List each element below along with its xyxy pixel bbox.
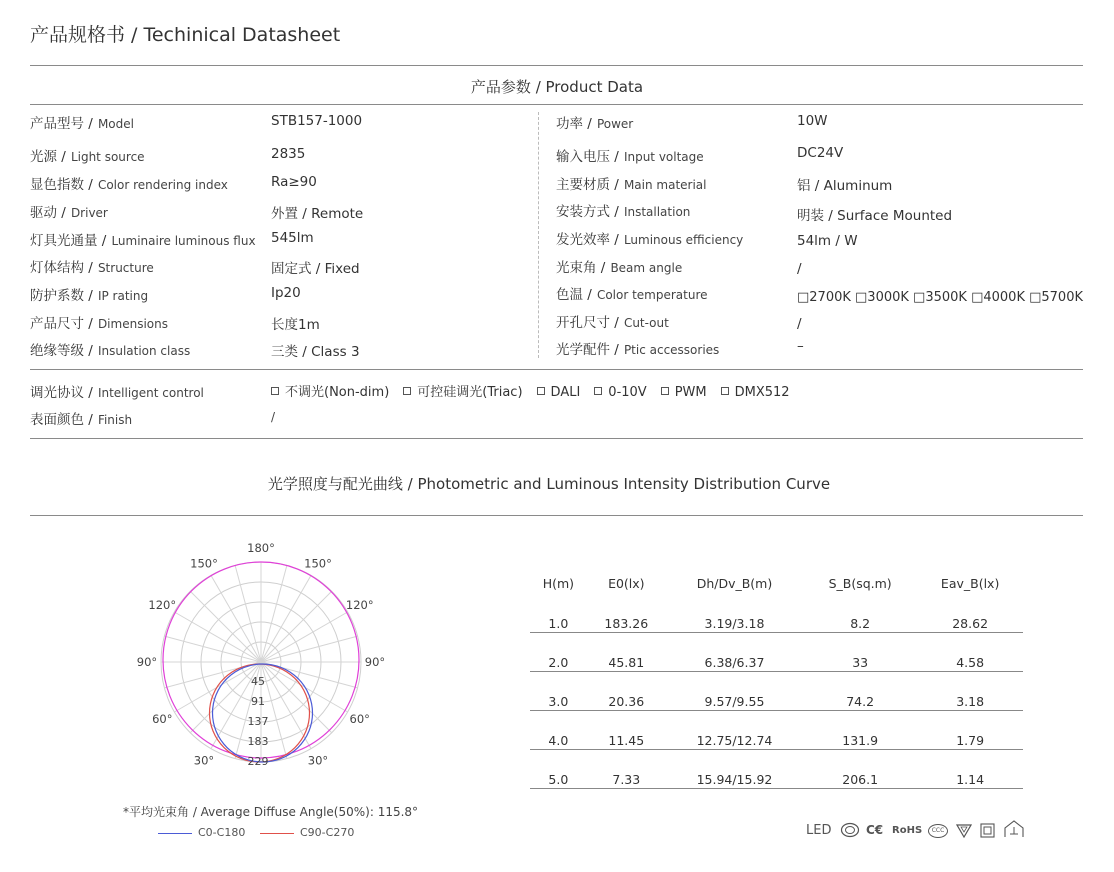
- spec-left-value: 2835: [271, 146, 306, 162]
- ce-mark: C€: [866, 823, 884, 837]
- radial-value-label: 183: [247, 735, 269, 748]
- table-cell: 3.19/3.18: [666, 594, 803, 633]
- grid-spoke: [261, 591, 332, 662]
- spec-right-value: –: [797, 338, 804, 354]
- class-double-square-icon: [980, 823, 995, 838]
- table-cell: 206.1: [803, 750, 917, 789]
- divider-finish: [30, 438, 1083, 439]
- angle-label: 90°: [136, 655, 158, 669]
- spec-left-value: 三类 / Class 3: [271, 344, 360, 360]
- grid-spoke: [261, 575, 311, 662]
- spec-left-value: 长度1m: [271, 317, 320, 333]
- spec-left-label: 灯具光通量 / Luminaire luminous flux: [30, 233, 256, 249]
- legend-c0-line: [158, 833, 192, 834]
- spec-left-label: 防护系数 / IP rating: [30, 288, 149, 304]
- table-header-cell: H(m): [542, 575, 575, 591]
- table-cell: 1.0: [530, 594, 587, 633]
- average-angle-caption: *平均光束角 / Average Diffuse Angle(50%): 115.8°: [123, 805, 419, 819]
- spec-right-label: 光学配件 / Ptic accessories: [556, 342, 720, 358]
- table-cell: 5.0: [530, 750, 587, 789]
- divider-product: [30, 104, 1083, 105]
- ccc-mark-icon: CCC: [928, 824, 948, 838]
- ceiling-mount-icon: [1004, 820, 1024, 838]
- table-cell: 4.0: [530, 711, 587, 750]
- photometric-heading: 光学照度与配光曲线 / Photometric and Luminous Intensity Distribution Curve: [267, 475, 831, 493]
- angle-label: 60°: [349, 712, 370, 726]
- radial-value-label: 45: [251, 675, 265, 688]
- spec-right-value: /: [797, 316, 802, 332]
- table-header-cell: S_B(sq.m): [828, 575, 892, 591]
- grid-spoke: [261, 662, 332, 733]
- spec-left-value: Ra≥90: [271, 174, 317, 190]
- radial-value-label: 229: [247, 755, 269, 768]
- spec-right-value: 54lm / W: [797, 233, 858, 249]
- grid-spoke: [261, 565, 287, 662]
- spec-left-label: 绝缘等级 / Insulation class: [30, 343, 191, 359]
- document-title: 产品规格书 / Techinical Datasheet: [30, 24, 341, 46]
- table-cell: 4.58: [917, 633, 1023, 672]
- table-cell: 45.81: [587, 633, 666, 672]
- spec-right-label: 开孔尺寸 / Cut-out: [556, 315, 669, 331]
- angle-label: 180°: [247, 541, 275, 555]
- checkbox-icon[interactable]: [594, 387, 602, 395]
- control-option[interactable]: DALI: [537, 385, 581, 400]
- table-cell: 11.45: [587, 711, 666, 750]
- grid-spoke: [164, 636, 261, 662]
- angle-label: 60°: [152, 712, 173, 726]
- grid-spoke: [174, 612, 261, 662]
- photometric-table: [530, 572, 1023, 789]
- legend-c90: C90-C270: [260, 826, 354, 839]
- spec-left-value: 外置 / Remote: [271, 206, 364, 222]
- table-cell: 9.57/9.55: [666, 672, 803, 711]
- grid-spoke: [235, 565, 261, 662]
- spec-right-value: 10W: [797, 113, 828, 129]
- checkbox-icon[interactable]: [661, 387, 669, 395]
- control-option[interactable]: 0-10V: [594, 385, 646, 400]
- angle-label: 30°: [193, 753, 215, 768]
- spec-right-value: 明装 / Surface Mounted: [797, 208, 953, 224]
- spec-right-value: 铝 / Aluminum: [797, 178, 893, 194]
- legend-c90-line: [260, 833, 294, 834]
- table-row: [530, 672, 1023, 711]
- grid-spoke: [190, 591, 261, 662]
- checkbox-icon[interactable]: [271, 387, 279, 395]
- table-row: [530, 633, 1023, 672]
- control-options: [271, 381, 804, 400]
- table-cell: 3.0: [530, 672, 587, 711]
- checkbox-icon[interactable]: [537, 387, 545, 395]
- grid-spoke: [261, 612, 348, 662]
- checkbox-icon[interactable]: [721, 387, 729, 395]
- spec-right-label: 发光效率 / Luminous efficiency: [556, 232, 744, 248]
- table-header-cell: Eav_B(lx): [940, 575, 1000, 591]
- polar-distribution-diagram: [116, 530, 406, 800]
- spec-left-label: 光源 / Light source: [30, 149, 145, 165]
- table-header-cell: E0(lx): [608, 575, 645, 591]
- spec-right-label: 安装方式 / Installation: [556, 204, 691, 220]
- spec-right-label: 功率 / Power: [556, 116, 634, 132]
- table-row: [530, 594, 1023, 633]
- table-cell: 6.38/6.37: [666, 633, 803, 672]
- product-data-heading: 产品参数 / Product Data: [470, 78, 644, 96]
- angle-label: 150°: [304, 556, 332, 571]
- spec-right-value: /: [797, 261, 802, 277]
- spec-left-value: STB157-1000: [271, 113, 363, 129]
- column-separator: [538, 112, 539, 358]
- spec-right-label: 光束角 / Beam angle: [556, 260, 683, 276]
- control-label: 调光协议 / Intelligent control: [30, 385, 204, 401]
- spec-right-value: DC24V: [797, 145, 844, 161]
- spec-left-label: 产品尺寸 / Dimensions: [30, 316, 168, 332]
- table-cell: 1.14: [917, 750, 1023, 789]
- grid-spoke: [261, 636, 358, 662]
- table-header-cell: Dh/Dv_B(m): [696, 575, 773, 591]
- angle-label: 120°: [148, 598, 177, 612]
- spec-left-label: 灯体结构 / Structure: [30, 260, 154, 276]
- spec-left-value: Ip20: [271, 285, 301, 301]
- angle-label: 120°: [345, 598, 374, 612]
- control-option[interactable]: DMX512: [721, 385, 790, 400]
- table-cell: 7.33: [587, 750, 666, 789]
- spec-left-value: 固定式 / Fixed: [271, 261, 360, 277]
- divider-control: [30, 369, 1083, 370]
- spec-right-value: □2700K □3000K □3500K □4000K □5700K: [797, 290, 1083, 305]
- rohs-mark: RoHS: [892, 825, 923, 836]
- legend-c0: C0-C180: [158, 826, 245, 839]
- spec-right-label: 输入电压 / Input voltage: [556, 149, 704, 165]
- led-mark: LED: [806, 823, 832, 838]
- table-cell: 28.62: [917, 594, 1023, 633]
- radial-value-label: 137: [247, 715, 269, 728]
- radial-value-label: 91: [251, 695, 265, 708]
- spec-right-label: 主要材质 / Main material: [556, 177, 707, 193]
- spec-right-label: 色温 / Color temperature: [556, 287, 708, 303]
- triangle-mark-icon: [956, 823, 972, 838]
- grid-spoke: [211, 575, 261, 662]
- spec-left-label: 产品型号 / Model: [30, 116, 134, 132]
- cqc-mark-icon: [840, 822, 860, 838]
- table-cell: 131.9: [803, 711, 917, 750]
- control-option[interactable]: 可控硅调光(Triac): [403, 385, 522, 400]
- table-cell: 8.2: [803, 594, 917, 633]
- table-cell: 33: [803, 633, 917, 672]
- spec-left-label: 驱动 / Driver: [30, 205, 108, 221]
- finish-label: 表面颜色 / Finish: [30, 412, 133, 428]
- spec-left-value: 545lm: [271, 230, 314, 246]
- table-cell: 20.36: [587, 672, 666, 711]
- table-cell: 74.2: [803, 672, 917, 711]
- checkbox-icon[interactable]: [403, 387, 411, 395]
- table-row: [530, 711, 1023, 750]
- table-cell: 1.79: [917, 711, 1023, 750]
- angle-label: 30°: [307, 753, 329, 768]
- control-option[interactable]: 不调光(Non-dim): [271, 385, 389, 400]
- table-cell: 15.94/15.92: [666, 750, 803, 789]
- angle-label: 90°: [364, 655, 386, 669]
- finish-value: /: [271, 410, 276, 424]
- table-row: [530, 750, 1023, 789]
- spec-left-label: 显色指数 / Color rendering index: [30, 177, 228, 193]
- table-cell: 12.75/12.74: [666, 711, 803, 750]
- angle-label: 150°: [190, 556, 218, 571]
- table-cell: 2.0: [530, 633, 587, 672]
- table-cell: 183.26: [587, 594, 666, 633]
- divider-top: [30, 65, 1083, 66]
- divider-photometric: [30, 515, 1083, 516]
- table-cell: 3.18: [917, 672, 1023, 711]
- control-option[interactable]: PWM: [661, 385, 707, 400]
